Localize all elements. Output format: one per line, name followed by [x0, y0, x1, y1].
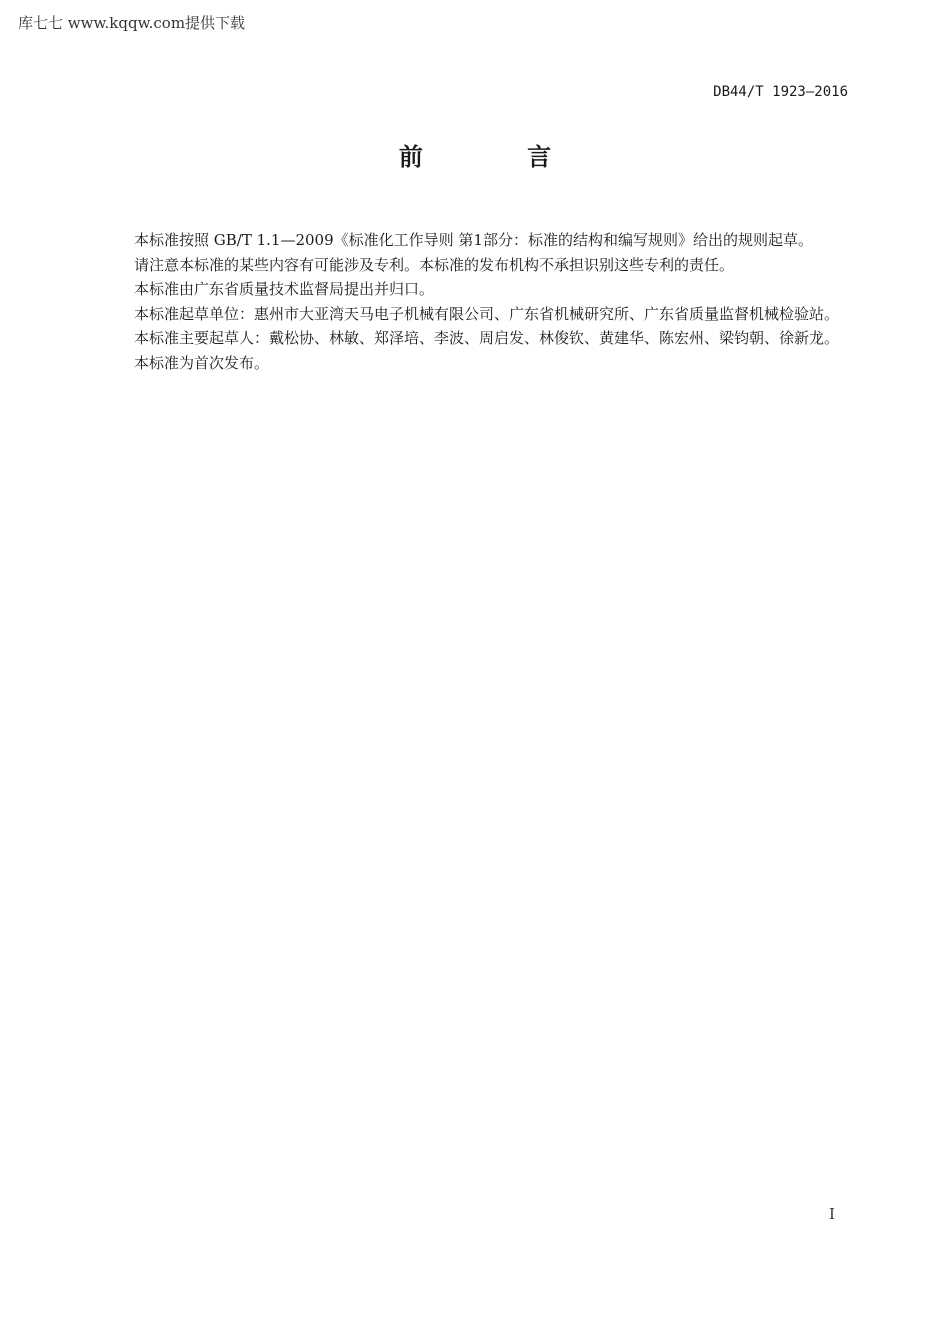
paragraph-drafters: 本标准主要起草人：戴松协、林敏、郑泽培、李波、周启发、林俊钦、黄建华、陈宏州、梁钧朝、徐新龙。: [134, 329, 840, 347]
watermark-text: 库七七 www.kqqw.com提供下载: [18, 14, 246, 32]
paragraph-first-release: 本标准为首次发布。: [134, 353, 270, 372]
page-title: 前 言: [398, 143, 600, 171]
paragraph-drafting-units: 本标准起草单位：惠州市大亚湾天马电子机械有限公司、广东省机械研究所、广东省质量监督机械检验站。: [134, 304, 840, 323]
paragraph-drafting-rules: 本标准按照 GB/T 1.1—2009《标准化工作导则 第1部分：标准的结构和编写规则》给出的规则起草。: [134, 231, 813, 249]
paragraph-proposer: 本标准由广东省质量技术监督局提出并归口。: [134, 280, 435, 298]
foreword-body: [103, 228, 849, 375]
standard-code: DB44/T 1923—2016: [713, 84, 848, 100]
paragraph-patent-notice: 请注意本标准的某些内容有可能涉及专利。本标准的发布机构不承担识别这些专利的责任。: [134, 255, 735, 274]
page-number: I: [829, 1205, 835, 1223]
